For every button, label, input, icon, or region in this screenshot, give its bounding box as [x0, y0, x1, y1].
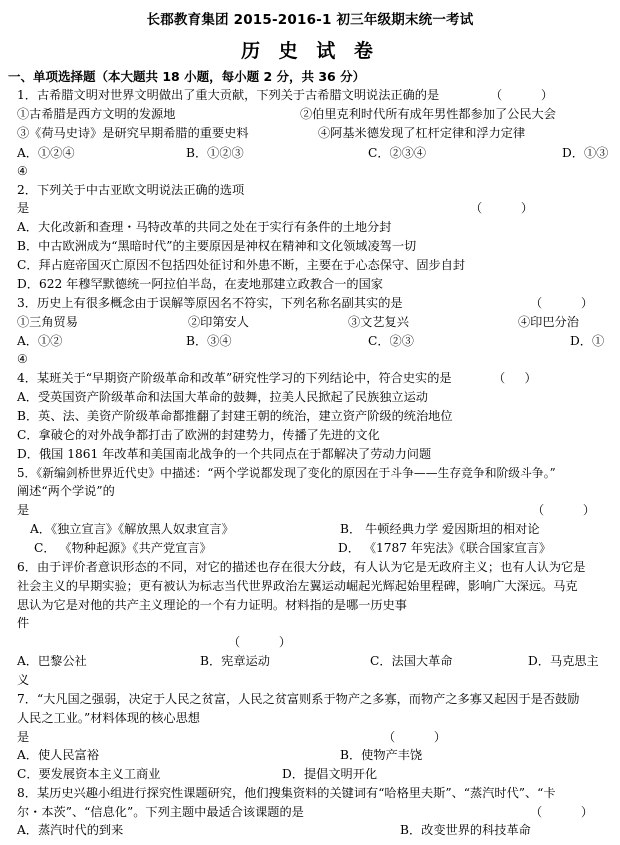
q5-answer-blank: （ ）	[532, 503, 596, 517]
q4-stem: 4．某班关于“早期资产阶级革命和改革”研究性学习的下列结论中，符合史实的是	[17, 371, 452, 385]
q8-option-b: B．改变世界的科技革命	[400, 823, 531, 837]
q5-option-d: D． 《1787 年宪法》《联合国家宣言》	[338, 541, 552, 555]
q7-stem-line1: 7．“大凡国之强弱，决定于人民之贫富，人民之贫富则系于物产之多寡，而物产之多寡又起因于是否鼓励	[17, 692, 580, 706]
q3-option-b: B．③④	[186, 334, 232, 348]
q8-stem-line1: 8．某历史兴趣小组进行探究性课题研究，他们搜集资料的关键词有“哈格里夫斯”、“蒸汽时代”、“卡	[17, 786, 556, 800]
q4-option-a: A．受英国资产阶级革命和法国大革命的鼓舞，拉美人民掀起了民族独立运动	[17, 390, 428, 404]
q2-option-a: A．大化改新和查理・马特改革的共同之处在于实行有条件的土地分封	[17, 220, 392, 234]
q1-statement-1: ①古希腊是西方文明的发源地	[17, 107, 176, 121]
q4-option-c: C．拿破仑的对外战争都打击了欧洲的封建势力，传播了先进的文化	[17, 428, 380, 442]
q2-stem-cont: 是	[17, 201, 30, 215]
q3-statement-2: ②印第安人	[188, 315, 249, 329]
q2-answer-blank: （ ）	[470, 201, 534, 215]
exam-header-title: 长郡教育集团 2015-2016-1 初三年级期末统一考试	[146, 12, 474, 28]
q2-stem: 2．下列关于中古亚欧文明说法正确的选项	[17, 183, 245, 197]
q3-option-c: C．②③	[368, 334, 414, 348]
q1-option-c: C．②③④	[368, 146, 427, 160]
q4-option-b: B．英、法、美资产阶级革命都推翻了封建王朝的统治，建立资产阶级的统治地位	[17, 409, 453, 423]
q1-statement-4: ④阿基米德发现了杠杆定律和浮力定律	[318, 126, 526, 140]
q2-option-b: B．中古欧洲成为“黑暗时代”的主要原因是神权在精神和文化领域凌驾一切	[17, 239, 417, 253]
q8-stem-line2: 尔・本茨”、“信息化”。下列主题中最适合该课题的是	[17, 805, 304, 819]
q1-statement-3: ③《荷马史诗》是研究早期希腊的重要史料	[17, 126, 249, 140]
q7-option-d: D．提倡文明开化	[282, 767, 378, 781]
q7-option-c: C．要发展资本主义工商业	[17, 767, 161, 781]
q6-option-c: C．法国大革命	[370, 654, 453, 668]
q5-option-a: A．《独立宣言》《解放黑人奴隶宣言》	[30, 522, 234, 536]
q6-option-b: B．宪章运动	[200, 654, 270, 668]
q7-stem-line3: 是	[17, 730, 30, 744]
q2-option-c: C．拜占庭帝国灭亡原因不包括四处征讨和外患不断，主要在于心态保守、固步自封	[17, 258, 466, 272]
q3-option-d-wrap: ④	[17, 352, 28, 366]
q7-answer-blank: （ ）	[383, 730, 447, 744]
q6-option-d: D．马克思主	[528, 654, 599, 668]
q2-option-d: D．622 年穆罕默德统一阿拉伯半岛，在麦地那建立政教合一的国家	[17, 277, 383, 291]
q1-statement-2: ②伯里克利时代所有成年男性都参加了公民大会	[300, 107, 556, 121]
q6-stem-line3: 思认为它是对他的共产主义理论的一个有力证明。材料指的是哪一历史事	[17, 598, 407, 612]
q6-stem-line1: 6．由于评价者意识形态的不同，对它的描述也存在很大分歧，有人认为它是无政府主义；也有人认为它是	[17, 560, 586, 574]
q6-stem-line4: 件	[17, 616, 30, 630]
section-heading: 一、单项选择题（本大题共 18 小题，每小题 2 分，共 36 分）	[8, 69, 366, 84]
q4-option-d: D．俄国 1861 年改革和美国南北战争的一个共同点在于都解决了劳动力问题	[17, 447, 432, 461]
q3-option-a: A．①②	[17, 334, 63, 348]
q3-statement-4: ④印巴分治	[518, 315, 579, 329]
q1-option-a: A．①②④	[17, 146, 75, 160]
q5-stem-cont-2: 是	[17, 503, 30, 517]
q4-answer-blank: （ ）	[493, 371, 537, 385]
q6-answer-blank: （ ）	[228, 635, 292, 649]
q6-option-d-wrap: 义	[17, 673, 30, 687]
q5-option-c: C． 《物种起源》《共产党宣言》	[34, 541, 212, 555]
q3-statement-3: ③文艺复兴	[348, 315, 409, 329]
q5-stem-cont: 阐述“两个学说”的	[17, 484, 115, 498]
q7-option-a: A．使人民富裕	[17, 748, 99, 762]
q3-statement-1: ①三角贸易	[17, 315, 78, 329]
q3-stem: 3．历史上有很多概念由于误解等原因名不符实，下列名称名副其实的是	[17, 296, 403, 310]
q6-stem-line2: 社会主义的早期实验；更有被认为标志当代世界政治左翼运动崛起光辉起始里程碑，影响广大深远。马克	[17, 579, 578, 593]
q3-option-d: D．①	[570, 334, 605, 348]
q6-option-a: A．巴黎公社	[17, 654, 87, 668]
q1-answer-blank: （ ）	[490, 88, 554, 102]
q7-stem-line2: 人民之工业。”材料体现的核心思想	[17, 711, 200, 725]
q8-answer-blank: （ ）	[530, 805, 594, 819]
q1-option-d-wrap: ④	[17, 164, 28, 178]
q5-option-b: B． 牛顿经典力学 爱因斯坦的相对论	[340, 522, 540, 536]
q3-answer-blank: （ ）	[530, 296, 594, 310]
exam-subject-title: 历 史 试 卷	[241, 40, 379, 62]
q7-option-b: B．使物产丰饶	[340, 748, 423, 762]
q1-option-d: D．①③	[562, 146, 609, 160]
q1-stem: 1．古希腊文明对世界文明做出了重大贡献，下列关于古希腊文明说法正确的是	[17, 88, 440, 102]
q8-option-a: A．蒸汽时代的到来	[17, 823, 124, 837]
q1-option-b: B．①②③	[186, 146, 244, 160]
q5-stem: 5．《新编剑桥世界近代史》中描述：“两个学说都发现了变化的原因在于斗争——生存竞争和阶级斗争。”	[17, 466, 556, 480]
